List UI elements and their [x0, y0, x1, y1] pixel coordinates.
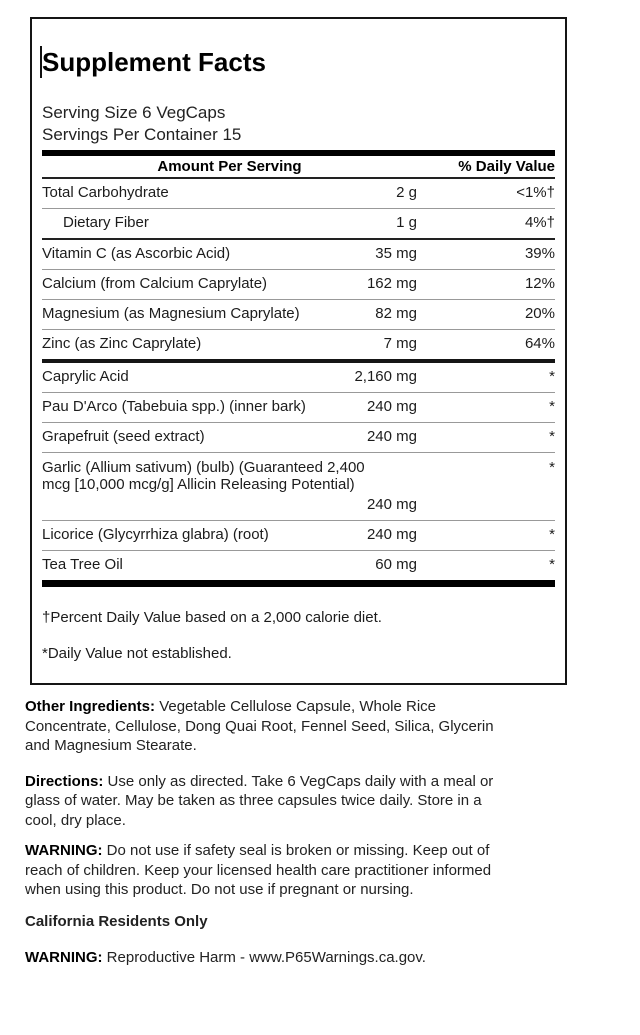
text-cursor [40, 46, 42, 78]
nutrient-daily-value: * [549, 428, 555, 445]
nutrient-amount: 82 mg [375, 305, 417, 322]
nutrient-name: Licorice (Glycyrrhiza glabra) (root) [42, 526, 269, 543]
nutrient-row-grapefruit [42, 423, 555, 452]
nutrient-amount: 1 g [396, 214, 417, 231]
nutrient-name: Calcium (from Calcium Caprylate) [42, 275, 268, 292]
warning-label: WARNING: [25, 842, 103, 859]
nutrient-row-pau-darco [42, 393, 555, 422]
daily-value-column-header: % Daily Value [458, 158, 555, 175]
nutrient-name [42, 459, 555, 493]
serving-info [42, 102, 555, 146]
nutrient-daily-value: * [549, 398, 555, 415]
other-ingredients-paragraph [25, 697, 530, 756]
nutrient-name: Total Carbohydrate [42, 184, 169, 201]
nutrient-amount: 240 mg [366, 398, 417, 415]
other-ingredients-line1: Vegetable Cellulose Capsule, Whole Rice [159, 698, 437, 715]
nutrient-daily-value: 12% [524, 275, 555, 292]
directions-line2: glass of water. May be taken as three capsules twice daily. Store in a [25, 792, 482, 809]
prop65-warning-paragraph [25, 948, 530, 968]
footnote-not-established: *Daily Value not established. [42, 645, 232, 662]
nutrient-daily-value: 64% [524, 335, 555, 352]
directions-label: Directions: [25, 772, 104, 790]
panel-title [42, 47, 555, 77]
nutrient-daily-value: 4%† [524, 214, 555, 231]
prop65-warning-text: Reproductive Harm - www.P65Warnings.ca.gov. [106, 949, 426, 966]
nutrient-amount: 2 g [396, 184, 417, 201]
nutrient-amount: 2,160 mg [354, 368, 417, 385]
nutrient-row-caprylic-acid [42, 363, 555, 392]
nutrient-amount: 240 mg [366, 526, 417, 543]
nutrient-daily-value: * [549, 556, 555, 573]
nutrient-name: Dietary Fiber [63, 214, 149, 231]
nutrient-amount: 7 mg [383, 335, 417, 352]
nutrient-row-garlic [42, 453, 555, 520]
warning-line2: reach of children. Keep your licensed health care practitioner informed [25, 861, 492, 879]
nutrient-row-zinc [42, 330, 555, 359]
nutrient-name: Zinc (as Zinc Caprylate) [42, 335, 202, 352]
nutrient-row-licorice [42, 521, 555, 550]
nutrient-name: Caprylic Acid [42, 368, 129, 385]
warning-line3: when using this product. Do not use if pregnant or nursing. [25, 881, 414, 898]
nutrient-row-vitamin-c [42, 240, 555, 269]
directions-line1: Use only as directed. Take 6 VegCaps daily with a meal or [107, 772, 494, 790]
nutrient-amount: 60 mg [375, 556, 417, 573]
nutrient-row-total-carbohydrate [42, 179, 555, 208]
nutrient-row-magnesium [42, 300, 555, 329]
nutrient-amount: 162 mg [366, 275, 417, 292]
panel-title-text: Supplement Facts [42, 47, 266, 77]
nutrient-row-calcium [42, 270, 555, 299]
amount-column-header: Amount Per Serving [157, 158, 302, 175]
table-header-row [42, 156, 555, 177]
supplement-facts-panel [30, 17, 567, 685]
nutrient-name: Magnesium (as Magnesium Caprylate) [42, 305, 300, 322]
warning-line1: Do not use if safety seal is broken or missing. Keep out of [106, 842, 490, 859]
other-ingredients-label: Other Ingredients: [25, 698, 156, 715]
nutrient-daily-value: * [549, 368, 555, 385]
nutrient-daily-value: 39% [524, 245, 555, 262]
other-ingredients-line2: Concentrate, Cellulose, Dong Quai Root, Fennel Seed, Silica, Glycerin [25, 717, 494, 735]
nutrient-name-line2: mcg [10,000 mcg/g] Allicin Releasing Potential) [42, 476, 355, 493]
servings-per-container: Servings Per Container 15 [42, 125, 242, 144]
nutrient-name: Pau D'Arco (Tabebuia spp.) (inner bark) [42, 398, 306, 415]
other-ingredients-line3: and Magnesium Stearate. [25, 737, 197, 754]
nutrient-row-dietary-fiber [42, 209, 555, 238]
nutrient-daily-value: 20% [524, 305, 555, 322]
footnote-daily-value: †Percent Daily Value based on a 2,000 calorie diet. [42, 609, 382, 626]
nutrient-amount: 240 mg [366, 496, 417, 513]
warning-paragraph [25, 841, 530, 900]
nutrient-daily-value: * [549, 526, 555, 543]
directions-paragraph [25, 772, 530, 831]
nutrient-name: Tea Tree Oil [42, 556, 123, 573]
nutrient-name: Vitamin C (as Ascorbic Acid) [42, 245, 231, 262]
nutrient-daily-value: * [549, 459, 555, 476]
nutrient-amount: 240 mg [366, 428, 417, 445]
directions-line3: cool, dry place. [25, 811, 126, 829]
nutrient-daily-value: <1%† [516, 184, 555, 201]
nutrient-name-line1: Garlic (Allium sativum) (bulb) (Guaranteed 2,400 [42, 459, 365, 476]
nutrient-name: Grapefruit (seed extract) [42, 428, 205, 445]
label-text-sections [25, 697, 530, 968]
nutrient-amount: 35 mg [375, 245, 417, 262]
california-residents-heading: California Residents Only [25, 912, 208, 930]
serving-size: Serving Size 6 VegCaps [42, 103, 226, 122]
thick-rule-bottom [42, 580, 555, 587]
nutrient-row-tea-tree-oil [42, 551, 555, 580]
prop65-warning-label: WARNING: [25, 949, 103, 966]
